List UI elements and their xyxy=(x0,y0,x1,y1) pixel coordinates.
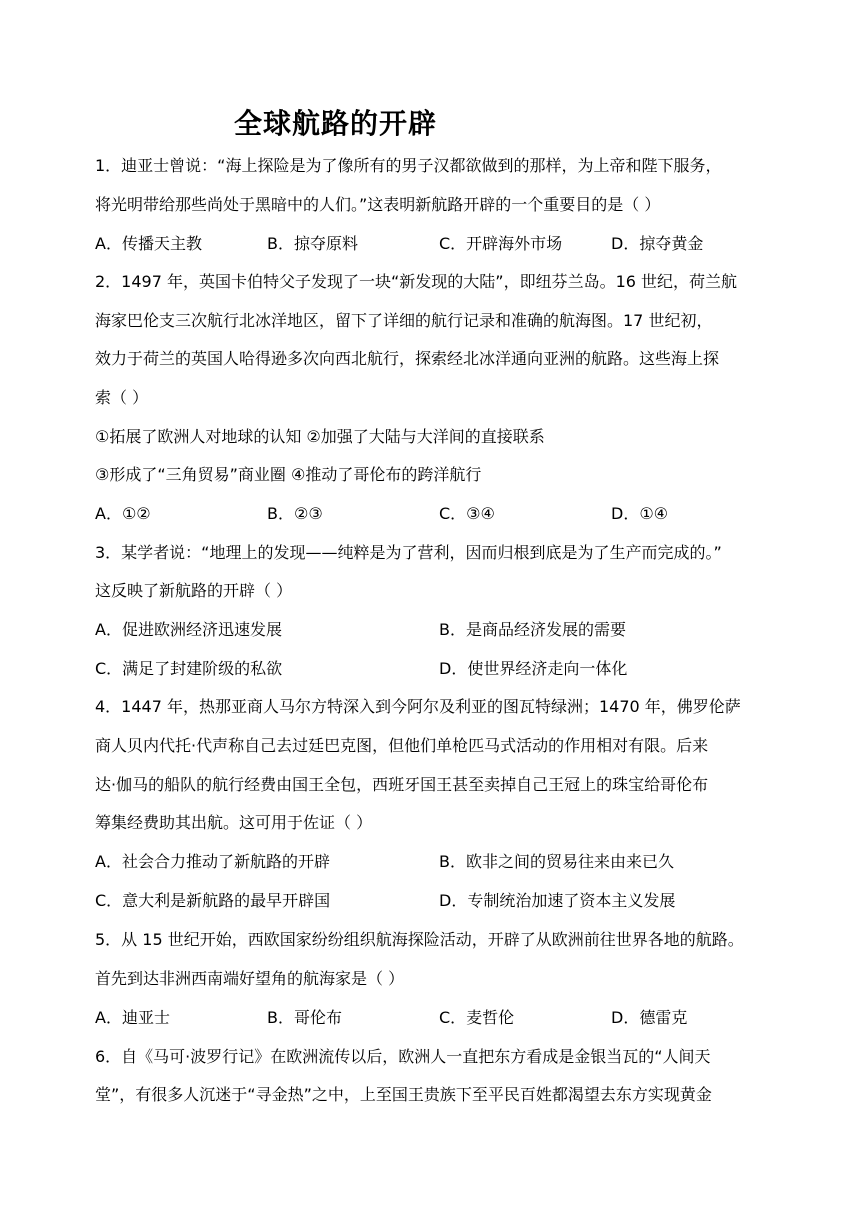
q1-option-a: A．传播天主教 xyxy=(95,234,202,253)
q4-option-a: A．社会合力推动了新航路的开辟 xyxy=(95,852,330,871)
q5-option-b: B．哥伦布 xyxy=(267,1008,342,1027)
q5-option-d: D．德雷克 xyxy=(611,1008,688,1027)
page-title: 全球航路的开辟 xyxy=(234,107,438,140)
q5-line-2: 首先到达非洲西南端好望角的航海家是（ ） xyxy=(95,969,405,988)
q3-option-b: B．是商品经济发展的需要 xyxy=(439,620,626,639)
q3-option-a: A．促进欧洲经济迅速发展 xyxy=(95,620,282,639)
q3-line-2: 这反映了新航路的开辟（ ） xyxy=(95,581,293,600)
q1-option-d: D．掠夺黄金 xyxy=(611,234,704,253)
q4-line-2: 商人贝内代托·代声称自己去过廷巴克图，但他们单枪匹马式活动的作用相对有限。后来 xyxy=(95,736,709,755)
q5-option-c: C．麦哲伦 xyxy=(439,1008,515,1027)
q4-line-1: 4．1447 年，热那亚商人马尔方特深入到今阿尔及利亚的图瓦特绿洲；1470 年，佛罗伦萨 xyxy=(95,697,741,716)
q2-option-d: D．①④ xyxy=(611,504,669,523)
q2-line-4: 索（ ） xyxy=(95,388,149,407)
q2-line-2: 海家巴伦支三次航行北冰洋地区，留下了详细的航行记录和准确的航海图。17 世纪初， xyxy=(95,311,713,330)
q6-line-1: 6．自《马可·波罗行记》在欧洲流传以后，欧洲人一直把东方看成是金银当瓦的“人间天 xyxy=(95,1047,711,1066)
q1-option-c: C．开辟海外市场 xyxy=(439,234,563,253)
q4-option-b: B．欧非之间的贸易往来由来已久 xyxy=(439,852,674,871)
q4-line-3: 达·伽马的船队的航行经费由国王全包，西班牙国王甚至卖掉自己王冠上的珠宝给哥伦布 xyxy=(95,775,709,794)
q1-line-1: 1．迪亚士曾说：“海上探险是为了像所有的男子汉都欲做到的那样，为上帝和陛下服务， xyxy=(95,156,722,175)
q2-statements-2: ③形成了“三角贸易”商业圈 ④推动了哥伦布的跨洋航行 xyxy=(95,465,482,484)
q2-option-a: A．①② xyxy=(95,504,151,523)
q2-line-1: 2．1497 年，英国卡伯特父子发现了一块“新发现的大陆”，即纽芬兰岛。16 世纪，荷兰航 xyxy=(95,272,738,291)
q2-option-c: C．③④ xyxy=(439,504,495,523)
q5-line-1: 5．从 15 世纪开始，西欧国家纷纷组织航海探险活动，开辟了从欧洲前往世界各地的航路。 xyxy=(95,930,744,949)
q5-option-a: A．迪亚士 xyxy=(95,1008,170,1027)
q6-line-2: 堂”，有很多人沉迷于“寻金热”之中，上至国王贵族下至平民百姓都渴望去东方实现黄金 xyxy=(95,1085,712,1104)
q2-line-3: 效力于荷兰的英国人哈得逊多次向西北航行，探索经北冰洋通向亚洲的航路。这些海上探 xyxy=(95,349,720,368)
q2-option-b: B．②③ xyxy=(267,504,323,523)
q3-option-d: D．使世界经济走向一体化 xyxy=(439,659,628,678)
q4-option-d: D．专制统治加速了资本主义发展 xyxy=(439,891,676,910)
q1-line-2: 将光明带给那些尚处于黑暗中的人们。”这表明新航路开辟的一个重要目的是（ ） xyxy=(95,195,661,214)
q1-option-b: B．掠夺原料 xyxy=(267,234,358,253)
q4-option-c: C．意大利是新航路的最早开辟国 xyxy=(95,891,331,910)
q3-line-1: 3．某学者说：“地理上的发现——纯粹是为了营利，因而归根到底是为了生产而完成的。” xyxy=(95,543,722,562)
q4-line-4: 筹集经费助其出航。这可用于佐证（ ） xyxy=(95,813,373,832)
q3-option-c: C．满足了封建阶级的私欲 xyxy=(95,659,283,678)
q2-statements-1: ①拓展了欧洲人对地球的认知 ②加强了大陆与大洋间的直接联系 xyxy=(95,427,545,446)
